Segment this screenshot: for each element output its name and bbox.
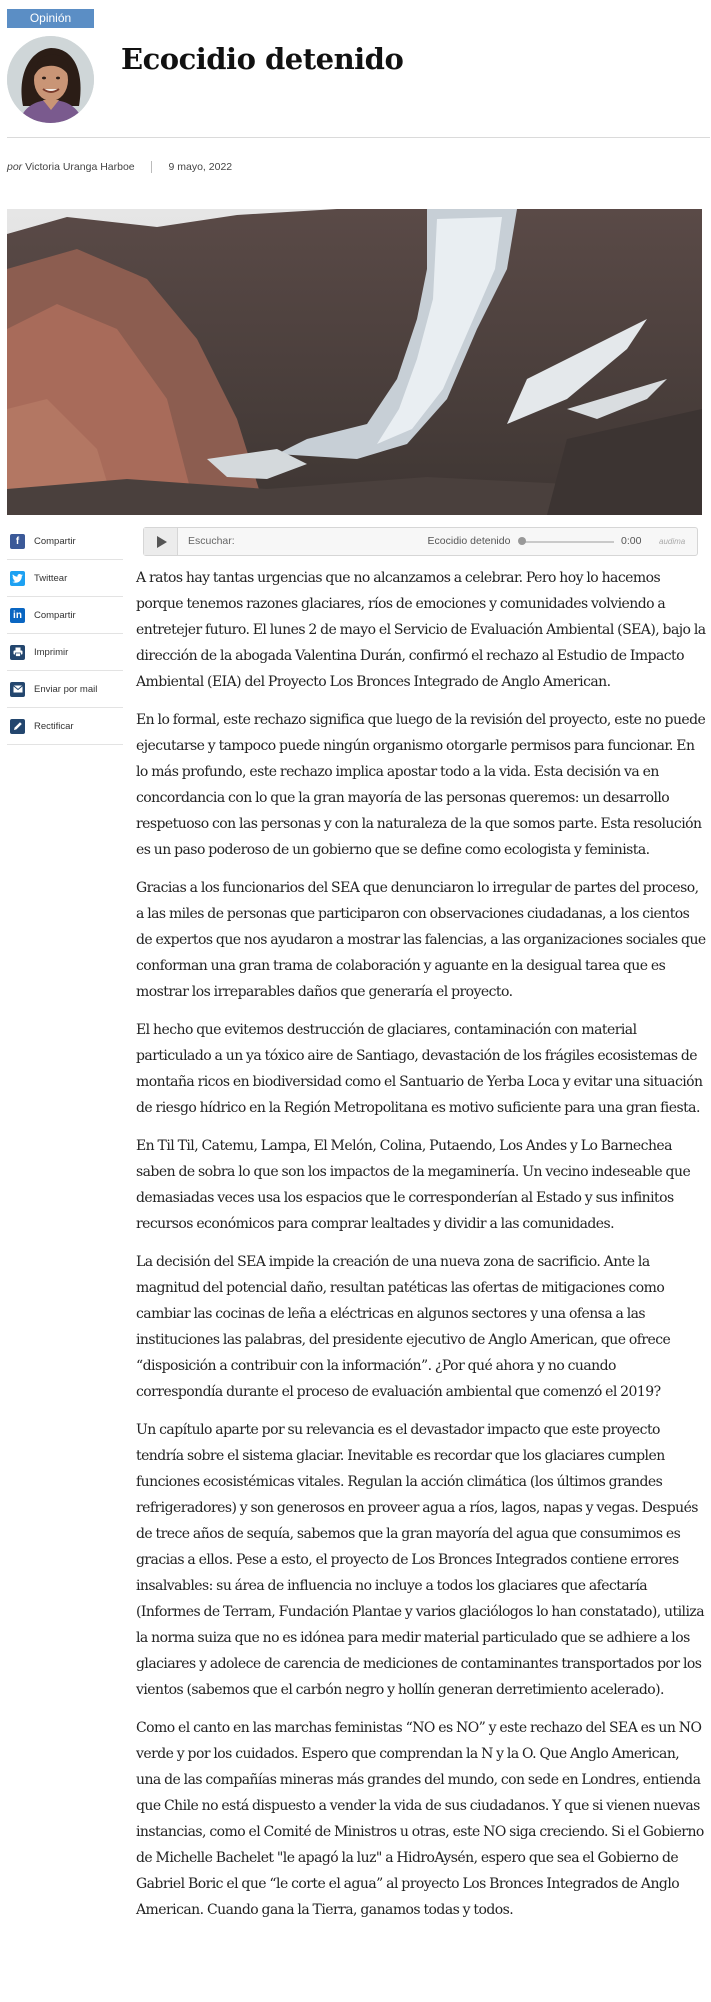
share-linkedin-button[interactable] bbox=[7, 597, 123, 634]
article-paragraph: Como el canto en las marchas feministas “NO es NO” y este rechazo del SEA es un NO verde y por los cuidados. Espero que comprendan la N y la O. Que Anglo American, una de las compañías mineras más grandes del mundo, con sede en Londres, entienda que Chile no está dispuesto a vender la vida de sus ciudadanos. Y que si vienen nuevas instancias, como el Comité de Ministros u otras, este NO siga creciendo. Si el Gobierno de Michelle Bachelet "le apagó la luz" a HidroAysén, espero que sea el Gobierno de Gabriel Boric el que “le corte el agua” al proyecto Los Bronces Integrados de Anglo American. Cuando gana la Tierra, ganamos todas y todos. bbox=[136, 1720, 704, 1918]
print-label: Imprimir bbox=[34, 646, 69, 658]
print-button[interactable] bbox=[7, 634, 123, 671]
article-paragraph: Gracias a los funcionarios del SEA que denunciaron lo irregular de partes del proceso, a las miles de personas que participaron con observaciones ciudadanas, a los cientos de expertos que nos ayudaron a mostrar las falencias, a las organizaciones sociales que conforman una gran trama de colaboración y aguante en la desigual tarea que es mostrar los irreparables daños que generaría el proyecto. bbox=[136, 880, 706, 1000]
share-facebook-label: Compartir bbox=[34, 535, 76, 547]
linkedin-icon: in bbox=[10, 608, 25, 623]
audio-progress-track[interactable] bbox=[522, 541, 614, 543]
share-twitter-button[interactable] bbox=[7, 560, 123, 597]
edit-icon bbox=[10, 719, 25, 734]
share-sidebar bbox=[7, 523, 123, 745]
share-twitter-label: Twittear bbox=[34, 572, 68, 584]
author-name[interactable]: Victoria Uranga Harboe bbox=[25, 161, 135, 173]
twitter-icon bbox=[10, 571, 25, 586]
send-mail-button[interactable] bbox=[7, 671, 123, 708]
page-title: Ecocidio detenido bbox=[121, 42, 404, 76]
rectify-button[interactable] bbox=[7, 708, 123, 745]
audio-brand[interactable]: audima bbox=[659, 537, 686, 546]
article-paragraph: La decisión del SEA impide la creación de una nueva zona de sacrificio. Ante la magnitud del potencial daño, resultan patéticas las ofertas de mitigaciones como cambiar las cocinas de leña a eléctricas en algunos sectores y una ofensa a las instituciones las palabras, del presidente ejecutivo de Anglo American, que ofrece “disposición a contribuir con la información”. ¿Por qué ahora y no cuando correspondía durante el proceso de evaluación ambiental que comenzó el 2019? bbox=[136, 1254, 671, 1400]
article-paragraph: El hecho que evitemos destrucción de glaciares, contaminación con material particulado a un ya tóxico aire de Santiago, devastación de los frágiles ecosistemas de montaña ricos en biodiversidad como el Santuario de Yerba Loca y evitar una situación de riesgo hídrico en la Región Metropolitana es motivo suficiente para una gran fiesta. bbox=[136, 1022, 703, 1116]
rectify-label: Rectificar bbox=[34, 720, 74, 732]
publish-date: 9 mayo, 2022 bbox=[168, 161, 233, 173]
article-paragraph: A ratos hay tantas urgencias que no alcanzamos a celebrar. Pero hoy lo hacemos porque tenemos razones glaciares, ríos de emociones y comunidades volviendo a entretejer futuro. El lunes 2 de mayo el Servicio de Evaluación Ambiental (SEA), bajo la dirección de la abogada Valentina Durán, confirmó el rechazo al Estudio de Impacto Ambiental (EIA) del Proyecto Los Bronces Integrado de Anglo American. bbox=[136, 570, 706, 690]
article-paragraph: En lo formal, este rechazo significa que luego de la revisión del proyecto, este no puede ejecutarse y tampoco puede ningún organismo otorgarle permisos para funcionar. En lo más profundo, este rechazo implica apostar todo a la vida. Esta decisión va en concordancia con lo que la gran mayoría de las personas queremos: un desarrollo respetuoso con las personas y con la naturaleza de la que somos parte. Esta resolución es un paso poderoso de un gobierno que se define como ecologista y feminista. bbox=[136, 712, 706, 858]
article-paragraph: En Til Til, Catemu, Lampa, El Melón, Colina, Putaendo, Los Andes y Lo Barnechea saben de sobra lo que son los impactos de la megaminería. Un vecino indeseable que demasiadas veces usa los espacios que le corresponderían al Estado y sus infinitos recursos económicos para comprar lealtades y dividir a las comunidades. bbox=[136, 1138, 691, 1232]
print-icon bbox=[10, 645, 25, 660]
article-body bbox=[136, 565, 706, 1935]
facebook-icon: f bbox=[10, 534, 25, 549]
share-facebook-button[interactable] bbox=[7, 523, 123, 560]
audio-progress-knob[interactable] bbox=[518, 537, 526, 545]
audio-player bbox=[143, 527, 698, 556]
send-mail-label: Enviar por mail bbox=[34, 683, 98, 695]
byline-separator bbox=[151, 161, 152, 173]
audio-track-title: Ecocidio detenido bbox=[427, 535, 511, 547]
section-badge[interactable]: Opinión bbox=[7, 9, 94, 28]
play-button[interactable] bbox=[144, 528, 178, 555]
mail-icon bbox=[10, 682, 25, 697]
byline bbox=[7, 161, 232, 173]
audio-time: 0:00 bbox=[621, 535, 642, 547]
author-avatar bbox=[7, 36, 94, 123]
header-divider bbox=[7, 137, 710, 138]
play-icon bbox=[157, 536, 167, 548]
article-paragraph: Un capítulo aparte por su relevancia es el devastador impacto que este proyecto tendría sobre el sistema glaciar. Inevitable es recordar que los glaciares cumplen funciones ecosistémicas vitales. Regulan la acción climática (los últimos grandes refrigeradores) y son generosos en proveer agua a ríos, lagos, napas y vegas. Después de trece años de sequía, sabemos que la gran mayoría del agua que consumimos es gracias a ellos. Pese a esto, el proyecto de Los Bronces Integrados contiene errores insalvables: su área de influencia no incluye a todos los glaciares que afectaría (Informes de Terram, Fundación Plantae y varios glaciólogos lo han constatado), utiliza la norma suiza que no es idónea para medir material particulado que se adhiere a los glaciares y adolece de carencia de mediciones de contaminantes transportados por los vientos (sabemos que el carbón negro y hollín generan derretimiento acelerado). bbox=[136, 1422, 705, 1698]
listen-label: Escuchar: bbox=[188, 535, 235, 547]
share-linkedin-label: Compartir bbox=[34, 609, 76, 621]
byline-prefix: por bbox=[7, 161, 23, 173]
hero-image bbox=[7, 209, 702, 515]
